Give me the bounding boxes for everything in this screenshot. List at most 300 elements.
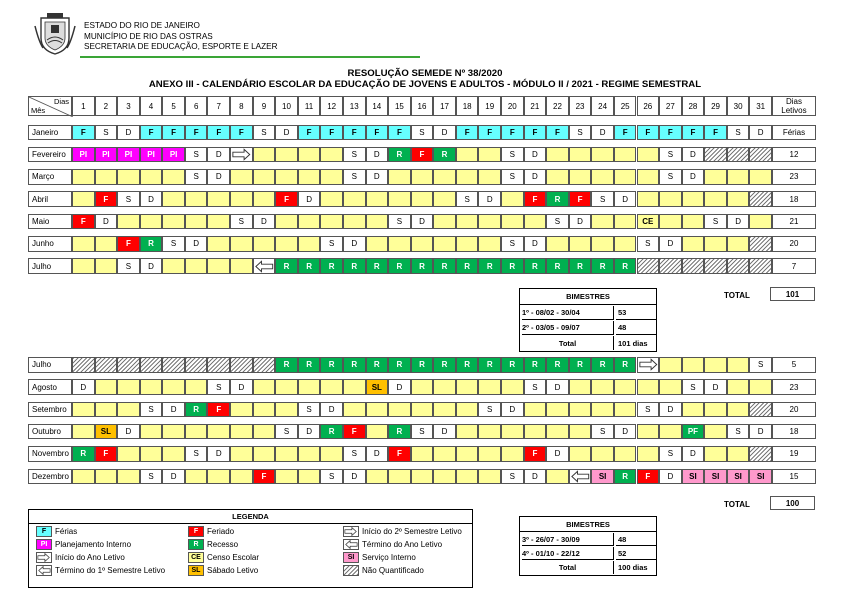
day-cell: D	[682, 446, 705, 462]
day-cell: F	[478, 125, 501, 141]
day-cell: R	[569, 258, 592, 274]
day-cell	[366, 424, 389, 440]
day-cell	[140, 169, 163, 185]
sem1-month-label: Fevereiro	[28, 147, 72, 163]
day-cell: R	[388, 147, 411, 163]
day-cell: R	[140, 236, 163, 252]
corner-header-cell	[28, 96, 72, 116]
day-cell	[478, 379, 501, 395]
day-header-cell: 17	[433, 96, 456, 116]
day-header-cell: 4	[140, 96, 163, 116]
day-cell: D	[298, 191, 321, 207]
day-cell	[185, 379, 208, 395]
day-cell	[546, 469, 569, 485]
day-cell	[614, 147, 637, 163]
day-cell: D	[546, 379, 569, 395]
day-cell	[749, 236, 772, 252]
day-cell: D	[140, 191, 163, 207]
day-header-cell: 19	[478, 96, 501, 116]
day-cell: R	[478, 357, 501, 373]
legend-label: Término do 1º Semestre Letivo	[55, 566, 166, 575]
day-cell	[275, 402, 298, 418]
day-cell	[117, 169, 140, 185]
day-cell: S	[478, 402, 501, 418]
day-cell: S	[117, 191, 140, 207]
day-cell	[637, 446, 660, 462]
day-cell: D	[185, 236, 208, 252]
day-cell: F	[501, 125, 524, 141]
day-cell: D	[140, 258, 163, 274]
day-cell	[253, 446, 276, 462]
day-cell	[546, 147, 569, 163]
day-cell	[478, 169, 501, 185]
day-cell: D	[162, 469, 185, 485]
day-cell: S	[320, 236, 343, 252]
day-cell	[614, 214, 637, 230]
day-cell	[320, 147, 343, 163]
day-cell: S	[727, 424, 750, 440]
day-cell	[366, 191, 389, 207]
day-cell	[253, 379, 276, 395]
day-cell	[275, 469, 298, 485]
day-cell: SL	[95, 424, 118, 440]
day-cell: F	[637, 469, 660, 485]
day-cell	[343, 379, 366, 395]
day-cell	[727, 236, 750, 252]
day-cell: R	[388, 357, 411, 373]
day-cell	[456, 214, 479, 230]
day-cell	[207, 236, 230, 252]
day-cell: D	[501, 402, 524, 418]
day-cell: S	[501, 147, 524, 163]
day-cell	[366, 469, 389, 485]
day-cell: F	[162, 125, 185, 141]
day-header-cell: 6	[185, 96, 208, 116]
day-cell: R	[501, 357, 524, 373]
day-cell: R	[456, 258, 479, 274]
day-cell: R	[433, 258, 456, 274]
day-cell: F	[253, 469, 276, 485]
day-cell	[569, 169, 592, 185]
day-cell: S	[117, 258, 140, 274]
day-cell	[388, 191, 411, 207]
day-cell: R	[546, 258, 569, 274]
day-cell: R	[72, 446, 95, 462]
day-header-cell: 23	[569, 96, 592, 116]
day-cell	[411, 402, 434, 418]
day-cell	[162, 424, 185, 440]
legend-swatch: F	[188, 526, 204, 537]
day-cell	[162, 169, 185, 185]
day-header-cell: 29	[704, 96, 727, 116]
sem1-days-letivos: 23	[772, 169, 816, 185]
day-cell	[727, 147, 750, 163]
sem2-days-letivos: 18	[772, 424, 816, 440]
day-cell	[614, 379, 637, 395]
legend-label: Início do Ano Letivo	[55, 553, 125, 562]
day-cell: S	[659, 147, 682, 163]
day-cell	[704, 258, 727, 274]
sem2-days-letivos: 5	[772, 357, 816, 373]
day-cell: D	[298, 424, 321, 440]
day-cell: F	[524, 125, 547, 141]
day-cell	[501, 424, 524, 440]
day-cell: D	[682, 147, 705, 163]
day-header-cell: 8	[230, 96, 253, 116]
day-cell: S	[637, 236, 660, 252]
day-cell: S	[501, 469, 524, 485]
day-cell	[140, 214, 163, 230]
day-cell	[298, 169, 321, 185]
day-cell: S	[207, 379, 230, 395]
day-cell: PI	[117, 147, 140, 163]
legend-swatch: SI	[343, 552, 359, 563]
sem1-days-letivos: 12	[772, 147, 816, 163]
day-cell: R	[388, 424, 411, 440]
day-header-cell: 18	[456, 96, 479, 116]
sem2-days-letivos: 15	[772, 469, 816, 485]
day-cell	[591, 446, 614, 462]
day-cell	[704, 446, 727, 462]
day-cell: D	[162, 402, 185, 418]
sem2-month-label: Agosto	[28, 379, 72, 395]
header-secretariat: SECRETARIA DE EDUCAÇÃO, ESPORTE E LAZER	[84, 42, 278, 51]
day-cell: F	[140, 125, 163, 141]
legend-label: Término do Ano Letivo	[362, 540, 443, 549]
day-header-cell: 2	[95, 96, 118, 116]
day-cell	[501, 191, 524, 207]
day-cell	[230, 258, 253, 274]
day-header-cell: 12	[320, 96, 343, 116]
sem1-days-letivos: 21	[772, 214, 816, 230]
day-cell: D	[388, 379, 411, 395]
legend-swatch: R	[188, 539, 204, 550]
bimestres-table-1	[519, 288, 657, 352]
day-cell	[637, 147, 660, 163]
day-header-cell: 1	[72, 96, 95, 116]
legend-start-arrow-icon	[36, 552, 52, 563]
day-cell: F	[366, 125, 389, 141]
day-cell	[704, 357, 727, 373]
day-cell: S	[727, 125, 750, 141]
legend-swatch: F	[36, 526, 52, 537]
day-cell	[185, 191, 208, 207]
day-cell: R	[614, 357, 637, 373]
day-cell: D	[727, 214, 750, 230]
day-cell: R	[388, 258, 411, 274]
legend-label: Férias	[55, 527, 78, 536]
day-cell	[546, 402, 569, 418]
bimestres-table-2	[519, 516, 657, 576]
legend-label: Início do 2º Semestre Letivo	[362, 527, 462, 536]
day-cell: R	[569, 357, 592, 373]
day-cell	[320, 379, 343, 395]
day-cell	[320, 191, 343, 207]
day-cell	[591, 214, 614, 230]
day-header-cell: 21	[524, 96, 547, 116]
sem1-days-letivos: 18	[772, 191, 816, 207]
bimestres-1-title: BIMESTRES	[520, 289, 656, 305]
day-cell: F	[343, 424, 366, 440]
day-cell	[185, 469, 208, 485]
day-header-cell: 16	[411, 96, 434, 116]
day-cell	[637, 379, 660, 395]
day-cell	[546, 424, 569, 440]
day-cell	[614, 402, 637, 418]
day-cell	[253, 169, 276, 185]
day-cell: D	[704, 379, 727, 395]
day-cell	[524, 402, 547, 418]
day-cell	[140, 424, 163, 440]
day-cell	[162, 214, 185, 230]
day-cell: D	[275, 125, 298, 141]
day-cell: D	[95, 214, 118, 230]
day-cell: F	[275, 191, 298, 207]
corner-days-label: Dias	[53, 97, 69, 106]
sem1-month-label: Julho	[28, 258, 72, 274]
day-cell	[682, 214, 705, 230]
day-cell	[230, 169, 253, 185]
day-cell: S	[140, 469, 163, 485]
day-cell: R	[320, 424, 343, 440]
letivos-header-line2: Letivos	[781, 106, 807, 115]
day-cell	[162, 191, 185, 207]
day-cell	[478, 214, 501, 230]
day-cell	[478, 424, 501, 440]
day-cell: D	[546, 446, 569, 462]
day-cell	[456, 379, 479, 395]
header-municipality: MUNICÍPIO DE RIO DAS OSTRAS	[84, 31, 213, 41]
bimestres-2-total-label: Total	[522, 561, 614, 574]
day-cell: D	[320, 402, 343, 418]
day-cell	[569, 147, 592, 163]
day-cell	[95, 258, 118, 274]
day-cell: D	[411, 214, 434, 230]
day-cell: D	[591, 125, 614, 141]
sem1-days-letivos: 20	[772, 236, 816, 252]
day-cell: R	[524, 258, 547, 274]
day-cell	[411, 379, 434, 395]
day-cell: D	[682, 169, 705, 185]
day-cell: S	[569, 125, 592, 141]
day-cell: D	[117, 424, 140, 440]
day-cell	[727, 191, 750, 207]
day-cell	[95, 469, 118, 485]
day-cell	[727, 258, 750, 274]
day-header-cell: 9	[253, 96, 276, 116]
day-cell	[569, 236, 592, 252]
day-cell	[433, 214, 456, 230]
day-cell: F	[72, 125, 95, 141]
day-cell: PI	[140, 147, 163, 163]
day-cell	[614, 236, 637, 252]
day-cell: S	[162, 236, 185, 252]
day-cell	[456, 424, 479, 440]
header-divider	[80, 56, 420, 58]
day-cell	[569, 424, 592, 440]
day-cell: D	[569, 214, 592, 230]
day-cell: S	[275, 424, 298, 440]
day-cell: F	[185, 125, 208, 141]
day-cell	[207, 214, 230, 230]
day-cell: R	[546, 191, 569, 207]
day-cell: D	[207, 169, 230, 185]
day-cell: F	[704, 125, 727, 141]
day-cell	[749, 379, 772, 395]
day-cell: F	[388, 446, 411, 462]
institution-header	[84, 21, 278, 53]
day-cell	[72, 469, 95, 485]
day-cell	[230, 236, 253, 252]
day-cell	[501, 379, 524, 395]
semester-end-arrow-icon	[253, 258, 276, 274]
day-header-cell: 26	[637, 96, 660, 116]
day-cell	[411, 469, 434, 485]
day-cell: R	[614, 469, 637, 485]
day-cell: F	[637, 125, 660, 141]
day-cell	[366, 402, 389, 418]
day-cell	[749, 214, 772, 230]
day-cell	[298, 147, 321, 163]
day-cell	[275, 446, 298, 462]
legend-end-arrow-icon	[343, 539, 359, 550]
day-header-cell: 5	[162, 96, 185, 116]
bimestre-1-days: 53	[616, 306, 656, 320]
day-cell	[207, 424, 230, 440]
day-cell	[659, 258, 682, 274]
day-cell	[411, 236, 434, 252]
day-cell	[433, 236, 456, 252]
day-cell	[501, 214, 524, 230]
day-cell: S	[682, 379, 705, 395]
day-cell	[591, 169, 614, 185]
day-cell: R	[591, 258, 614, 274]
day-cell: D	[253, 214, 276, 230]
day-cell	[637, 169, 660, 185]
day-cell	[230, 357, 253, 373]
day-cell: D	[524, 147, 547, 163]
bimestre-3-days: 48	[616, 533, 656, 546]
day-cell: F	[207, 125, 230, 141]
day-cell	[388, 236, 411, 252]
day-cell: D	[343, 469, 366, 485]
day-cell: R	[343, 357, 366, 373]
day-cell	[546, 236, 569, 252]
day-cell	[727, 357, 750, 373]
day-cell: S	[704, 214, 727, 230]
day-cell: R	[320, 357, 343, 373]
calendar-title: ANEXO III - CALENDÁRIO ESCOLAR DA EDUCAÇÃO DE JOVENS E ADULTOS - MÓDULO II / 2021 - REGIME SEMESTRAL	[148, 79, 702, 90]
day-cell: D	[749, 125, 772, 141]
day-cell	[72, 357, 95, 373]
sem1-days-letivos: 7	[772, 258, 816, 274]
day-cell	[546, 169, 569, 185]
day-cell: F	[411, 147, 434, 163]
day-cell	[253, 424, 276, 440]
day-cell	[478, 236, 501, 252]
day-cell	[275, 214, 298, 230]
day-cell	[117, 469, 140, 485]
day-cell: F	[95, 191, 118, 207]
day-cell	[727, 446, 750, 462]
day-cell	[456, 469, 479, 485]
day-cell: S	[411, 125, 434, 141]
day-cell	[433, 191, 456, 207]
header-state: ESTADO DO RIO DE JANEIRO	[84, 21, 200, 30]
bimestres-1-total-label: Total	[522, 336, 614, 350]
legend-swatch: PI	[36, 539, 52, 550]
day-cell	[433, 469, 456, 485]
day-cell: F	[546, 125, 569, 141]
day-cell: D	[524, 236, 547, 252]
day-header-cell: 3	[117, 96, 140, 116]
day-cell: S	[659, 169, 682, 185]
day-cell: D	[659, 469, 682, 485]
legend-label: Feriado	[207, 527, 235, 536]
day-cell: F	[524, 191, 547, 207]
day-cell	[749, 258, 772, 274]
sem1-month-label: Março	[28, 169, 72, 185]
day-cell: R	[591, 357, 614, 373]
day-cell: R	[343, 258, 366, 274]
day-cell	[659, 191, 682, 207]
day-cell	[637, 191, 660, 207]
bimestres-2-title: BIMESTRES	[520, 517, 656, 532]
bimestre-2-days: 48	[616, 321, 656, 335]
day-cell: S	[501, 169, 524, 185]
day-cell: R	[275, 357, 298, 373]
day-cell	[366, 236, 389, 252]
day-cell: R	[185, 402, 208, 418]
day-header-cell: 10	[275, 96, 298, 116]
day-cell: D	[366, 147, 389, 163]
day-cell	[72, 169, 95, 185]
sem2-total-label: TOTAL	[724, 500, 750, 509]
day-cell: CE	[637, 214, 660, 230]
day-header-cell: 13	[343, 96, 366, 116]
day-cell	[682, 236, 705, 252]
day-cell: F	[298, 125, 321, 141]
day-cell	[253, 236, 276, 252]
legend-swatch: CE	[188, 552, 204, 563]
sem2-month-label: Setembro	[28, 402, 72, 418]
day-cell	[117, 357, 140, 373]
day-cell: D	[343, 236, 366, 252]
day-cell	[117, 446, 140, 462]
legend-label: Não Quantificado	[362, 566, 424, 575]
day-cell	[478, 147, 501, 163]
day-cell: R	[320, 258, 343, 274]
day-cell	[704, 424, 727, 440]
day-cell: S	[501, 236, 524, 252]
day-header-cell: 31	[749, 96, 772, 116]
day-header-cell: 22	[546, 96, 569, 116]
day-header-cell: 24	[591, 96, 614, 116]
day-cell	[456, 236, 479, 252]
day-cell	[162, 357, 185, 373]
day-cell	[117, 379, 140, 395]
day-cell	[456, 169, 479, 185]
day-cell: R	[366, 357, 389, 373]
day-cell: R	[366, 258, 389, 274]
day-cell	[185, 357, 208, 373]
day-cell	[749, 169, 772, 185]
day-cell: R	[433, 147, 456, 163]
day-cell	[117, 214, 140, 230]
day-cell	[456, 446, 479, 462]
day-cell: D	[366, 169, 389, 185]
day-cell	[478, 469, 501, 485]
